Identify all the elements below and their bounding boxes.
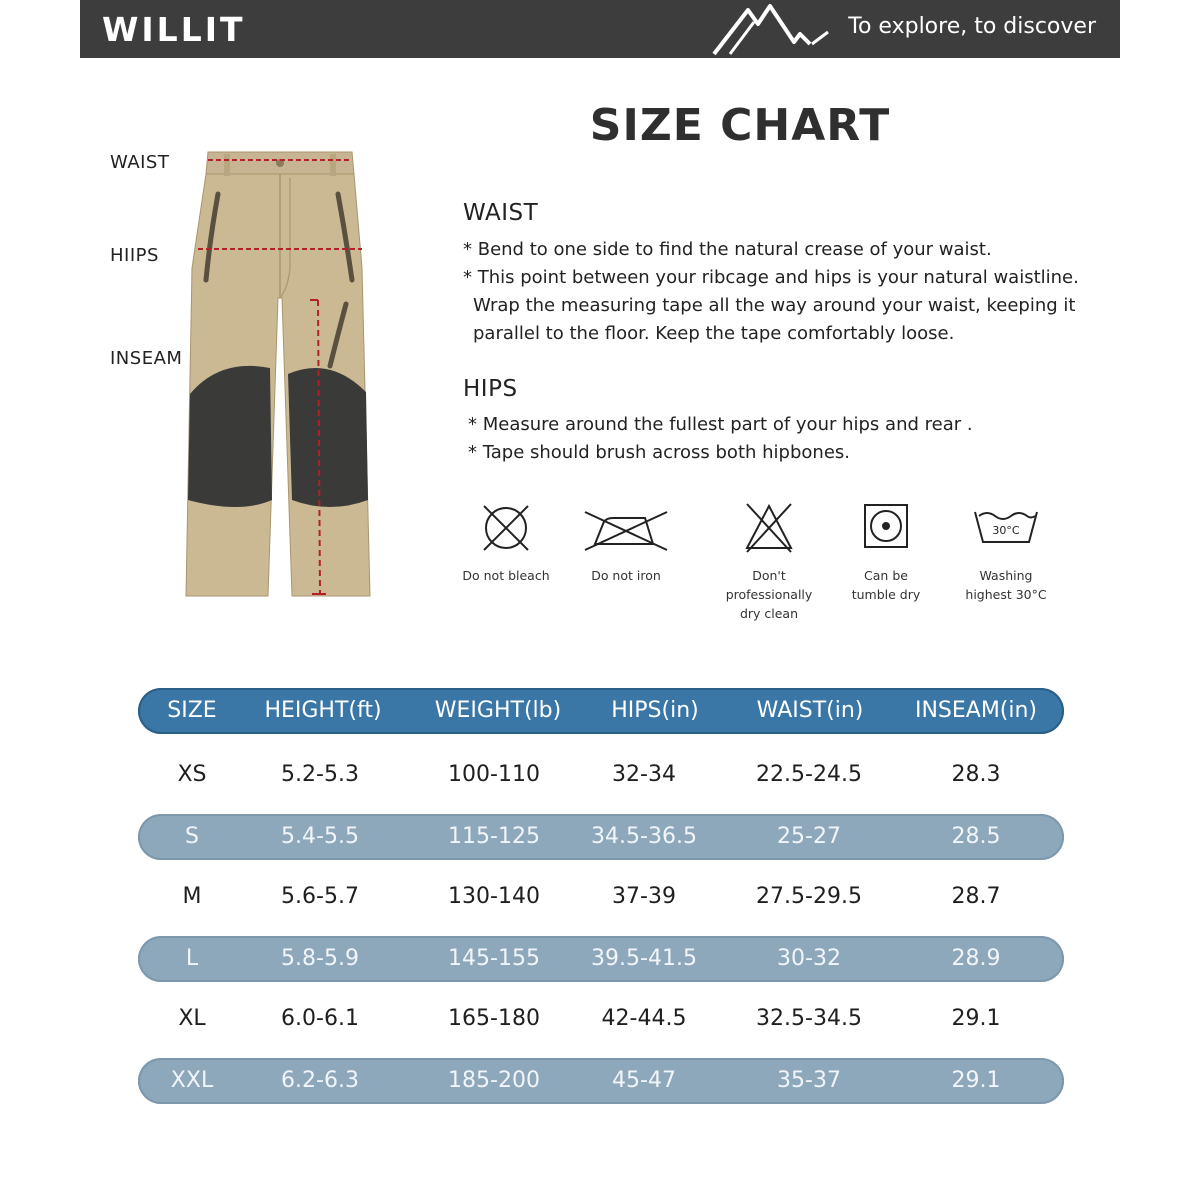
no-dry-clean-icon — [741, 500, 797, 556]
table-cell: 29.1 — [951, 1068, 1001, 1093]
table-cell: 165-180 — [448, 1006, 540, 1031]
table-header — [138, 688, 1064, 734]
waist-line: Wrap the measuring tape all the way around your waist, keeping it — [473, 295, 1076, 316]
table-cell: 34.5-36.5 — [591, 824, 697, 849]
tumble-dry-icon — [858, 500, 914, 556]
table-cell: 32-34 — [612, 762, 676, 787]
table-cell: 185-200 — [448, 1068, 540, 1093]
table-cell: 27.5-29.5 — [756, 884, 862, 909]
care-wash-30 — [944, 500, 1068, 604]
table-row — [138, 936, 1064, 982]
page-title: SIZE CHART — [589, 100, 891, 151]
table-cell: 30-32 — [777, 946, 841, 971]
care-label: Do not bleach — [462, 568, 550, 583]
mountain-logo-icon — [710, 2, 830, 58]
table-cell: 28.9 — [951, 946, 1001, 971]
table-cell: 5.6-5.7 — [281, 884, 359, 909]
table-cell: 32.5-34.5 — [756, 1006, 862, 1031]
wash-temp: 30°C — [992, 524, 1020, 537]
care-label: Do not iron — [591, 568, 661, 583]
column-header: INSEAM(in) — [914, 698, 1038, 723]
wash-30-icon — [971, 500, 1041, 556]
hips-heading: HIPS — [463, 376, 518, 402]
no-iron-icon — [583, 500, 669, 556]
table-row — [138, 1058, 1064, 1104]
table-cell: 39.5-41.5 — [591, 946, 697, 971]
table-cell: 29.1 — [951, 1006, 1001, 1031]
care-tumble-dry — [826, 500, 946, 604]
column-header: HIPS(in) — [611, 698, 699, 723]
waist-label: WAIST — [110, 152, 170, 173]
no-bleach-icon — [478, 500, 534, 556]
table-row — [138, 752, 1064, 798]
table-cell: 35-37 — [777, 1068, 841, 1093]
care-label: Washing highest 30°C — [965, 568, 1047, 602]
brand-logo: WILLIT — [102, 10, 246, 49]
table-cell: 6.0-6.1 — [281, 1006, 359, 1031]
table-cell: 5.4-5.5 — [281, 824, 359, 849]
care-no-dry-clean — [708, 500, 830, 623]
table-cell: M — [182, 884, 202, 909]
table-cell: 28.5 — [951, 824, 1001, 849]
table-cell: 6.2-6.3 — [281, 1068, 359, 1093]
table-cell: XXL — [170, 1068, 214, 1093]
table-cell: XS — [177, 762, 207, 787]
waist-line: parallel to the floor. Keep the tape comfortably loose. — [473, 323, 955, 344]
care-no-iron — [566, 500, 686, 585]
column-header: HEIGHT(ft) — [264, 698, 382, 723]
table-cell: 45-47 — [612, 1068, 676, 1093]
table-cell: 130-140 — [448, 884, 540, 909]
table-row — [138, 814, 1064, 860]
column-header: WEIGHT(lb) — [434, 698, 562, 723]
table-cell: 28.3 — [951, 762, 1001, 787]
care-label: Can be tumble dry — [851, 568, 921, 602]
hips-line: * Measure around the fullest part of your hips and rear . — [468, 414, 973, 435]
table-cell: 28.7 — [951, 884, 1001, 909]
table-cell: 5.8-5.9 — [281, 946, 359, 971]
table-cell: 25-27 — [777, 824, 841, 849]
hips-label: HIIPS — [110, 245, 159, 266]
header-bar — [80, 0, 1120, 58]
table-cell: L — [185, 946, 199, 971]
pants-illustration — [180, 148, 380, 600]
inseam-label: INSEAM — [110, 348, 183, 369]
table-cell: 37-39 — [612, 884, 676, 909]
column-header: SIZE — [167, 698, 217, 723]
care-label: Don't professionally dry clean — [725, 568, 813, 621]
waist-heading: WAIST — [463, 200, 539, 226]
table-cell: 42-44.5 — [601, 1006, 687, 1031]
waist-line: * Bend to one side to find the natural crease of your waist. — [463, 239, 992, 260]
table-row — [138, 996, 1064, 1042]
table-cell: S — [185, 824, 199, 849]
hips-line: * Tape should brush across both hipbones. — [468, 442, 850, 463]
table-cell: XL — [178, 1006, 206, 1031]
table-cell: 115-125 — [448, 824, 540, 849]
table-cell: 100-110 — [448, 762, 540, 787]
waist-line: * This point between your ribcage and hips is your natural waistline. — [463, 267, 1079, 288]
table-cell: 22.5-24.5 — [756, 762, 862, 787]
tagline: To explore, to discover — [848, 14, 1096, 39]
care-no-bleach — [446, 500, 566, 585]
table-cell: 145-155 — [448, 946, 540, 971]
table-row — [138, 874, 1064, 920]
column-header: WAIST(in) — [756, 698, 864, 723]
table-cell: 5.2-5.3 — [281, 762, 359, 787]
